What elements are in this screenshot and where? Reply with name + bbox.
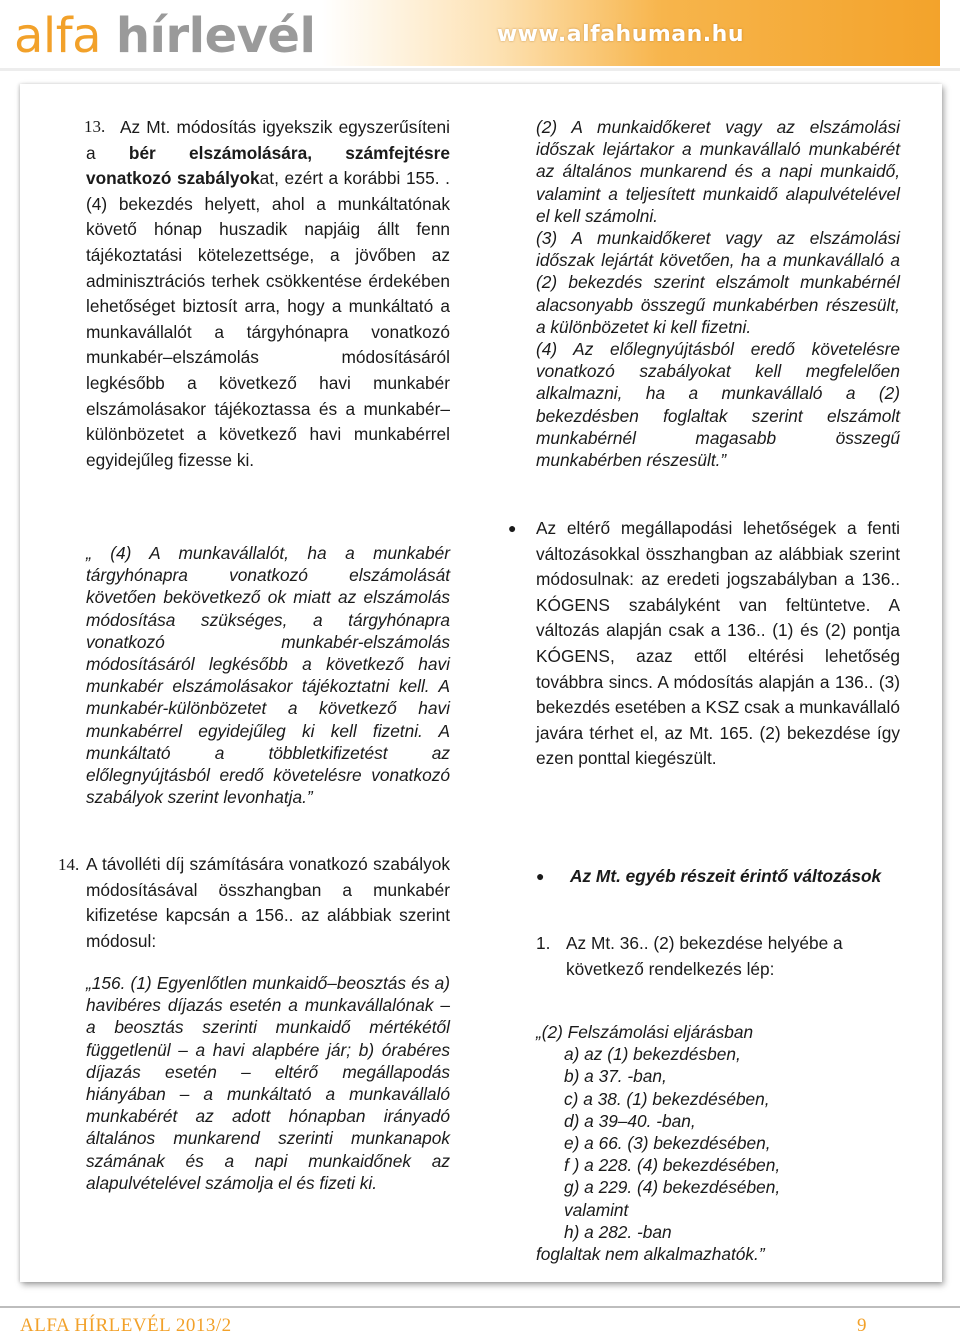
felsz-item: b) a 37. -ban,	[564, 1066, 667, 1087]
footer-title: ALFA HÍRLEVÉL 2013/2	[20, 1315, 232, 1336]
logo-hirlevel: hírlevél	[115, 8, 316, 64]
felsz-item: g) a 229. (4) bekezdésében,	[564, 1177, 781, 1198]
page-number: 9	[857, 1315, 867, 1336]
header-divider	[0, 68, 960, 71]
left-column	[86, 115, 450, 473]
logo-alfa: alfa	[14, 8, 116, 64]
para-4: (4) Az előlegnyújtásból eredő követelésre vonatkozó szabályokat kell megfelelően alkalmazni, ha a munkavállaló a (2) bekezdésben foglaltak szerint elszámolt munkabérnél magasabb összegű munkabérben részesült.”	[536, 339, 900, 471]
logo	[14, 4, 315, 68]
felsz-item: f ) a 228. (4) bekezdésében,	[564, 1155, 781, 1176]
bullet-2-block	[570, 864, 900, 890]
bullet-dot-1: ●	[508, 520, 517, 536]
right-column-quote	[536, 116, 900, 471]
header	[0, 0, 960, 80]
item-13-number: 13.	[84, 117, 106, 136]
felsz-end: foglaltak nem alkalmazhatók.”	[536, 1244, 765, 1265]
bullet-2-heading: Az Mt. egyéb részeit érintő változások	[570, 866, 882, 886]
felsz-item: e) a 66. (3) bekezdésében,	[564, 1133, 771, 1154]
ol-1-number: 1.	[536, 933, 551, 953]
ol-1-block	[566, 931, 900, 982]
quote-4-text: „ (4) A munkavállalót, ha a munkabér tárgyhónapra vonatkozó elszámolását követően bekövetkező ok miatt az elszámolás módosítása szükséges, a tárgyhónapra vonatkozó munkabér-elszámolás módosításáról legkésőbb a következő havi munkabér elszámolásakor tájékoztatni kell. A munkabér-különbözetet a következő havi munkabérrel egyidejűleg ki kell fizetni. A munkáltató a többletkifizetést az előlegnyújtásból eredő követelésre vonatkozó szabályok szerint levonhatja.”	[86, 543, 450, 808]
item-13-text	[86, 115, 450, 473]
website-url: www.alfahuman.hu	[496, 22, 744, 47]
felszamolas-block	[536, 1021, 900, 1265]
para-2: (2) A munkaidőkeret vagy az elszámolási időszak lejártakor a munkavállaló munkabérét az általános munkarend és a napi munkaidő, valamint a teljesített munkaidő alapulvételével el kell számolni.	[536, 117, 900, 226]
item-13-body: at, ezért a korábbi 155. . (4) bekezdés helyett, ahol a munkáltatónak követő hónap huszadik napjáig állt fenn tájékoztatási kötelezettsége, a jövőben az adminisztrációs terhek csökkentése érdekében lehetőséget biztosít arra, hogy a munkáltató a munkavállalót a tárgyhónapra vonatkozó munkabér–elszámolás módosításáról legkésőbb a következő havi munkabér elszámolásakor tájékoztassa és a munkabér–különbözetet a következő havi munkabérrel egyidejűleg fizesse ki.	[86, 168, 450, 470]
quote-156-text: „156. (1) Egyenlőtlen munkaidő–beosztás és a) havibéres díjazás esetén a munkavállalónak – a beosztás szerinti munkaidő mértékétől függetlenül – a havi alapbére jár; b) órabéres díjazás esetén – eltérő megállapodás hiányában – a munkáltató a munkavállaló munkabérét az adott hónapban irányadó általános munkarend szerinti munkanapok számának és a napi munkaidőnek az alapulvételével számolja el és fizeti ki.	[86, 973, 450, 1193]
item-14-number: 14.	[58, 855, 80, 874]
felsz-item: c) a 38. (1) bekezdésében,	[564, 1088, 770, 1109]
felsz-item: a) az (1) bekezdésben,	[564, 1044, 741, 1065]
felsz-item: valamint	[564, 1199, 629, 1220]
para-3: (3) A munkaidőkeret vagy az elszámolási időszak lejártát követően, ha a munkavállaló a (2) bekezdés szerint elszámolt munkabérnél alacsonyabb összegű munkabérben részesült, a különbözetet ki kell fizetni.	[536, 228, 900, 337]
felsz-intro: „(2) Felszámolási eljárásban	[536, 1022, 754, 1042]
item-14-block	[86, 852, 450, 954]
item-14-text: A távolléti díj számítására vonatkozó szabályok módosításával összhangban a munkabér kifizetése kapcsán a 156.. az alábbiak szerint módosul:	[86, 854, 450, 951]
felsz-item: d) a 39–40. -ban,	[564, 1110, 696, 1131]
ol-1-text: Az Mt. 36.. (2) bekezdése helyébe a következő rendelkezés lép:	[566, 933, 843, 979]
quote-156-block	[86, 972, 450, 1194]
footer-divider	[0, 1306, 960, 1308]
felsz-list	[536, 1043, 900, 1243]
url-banner	[322, 0, 940, 66]
item-13-bold: bér elszámolására, számfejtésre vonatkozó szabályok	[86, 142, 450, 189]
item-13-lead: Az Mt. módosítás igyekszik egyszerűsíteni a	[86, 117, 450, 163]
felsz-item: h) a 282. -ban	[564, 1221, 672, 1242]
bullet-dot-2: ●	[536, 868, 545, 884]
bullet-1-block	[536, 516, 900, 772]
quote-4-block	[86, 542, 450, 808]
bullet-1-text: Az eltérő megállapodási lehetőségek a fenti változásokkal összhangban az alábbiak szerint módosulnak: az eredeti jogszabályban a 136.. KÓGENS szabályként van feltüntetve. A változás alapján csak a 136.. (1) és (2) pontja KÓGENS, azaz ettől eltérési lehetőség továbbra sincs. A módosítás alapján a 136.. (3) bekezdés esetében a KSZ csak a munkavállaló javára térhet el, az Mt. 165. (2) bekezdése így ezen ponttal kiegészült.	[536, 518, 900, 769]
